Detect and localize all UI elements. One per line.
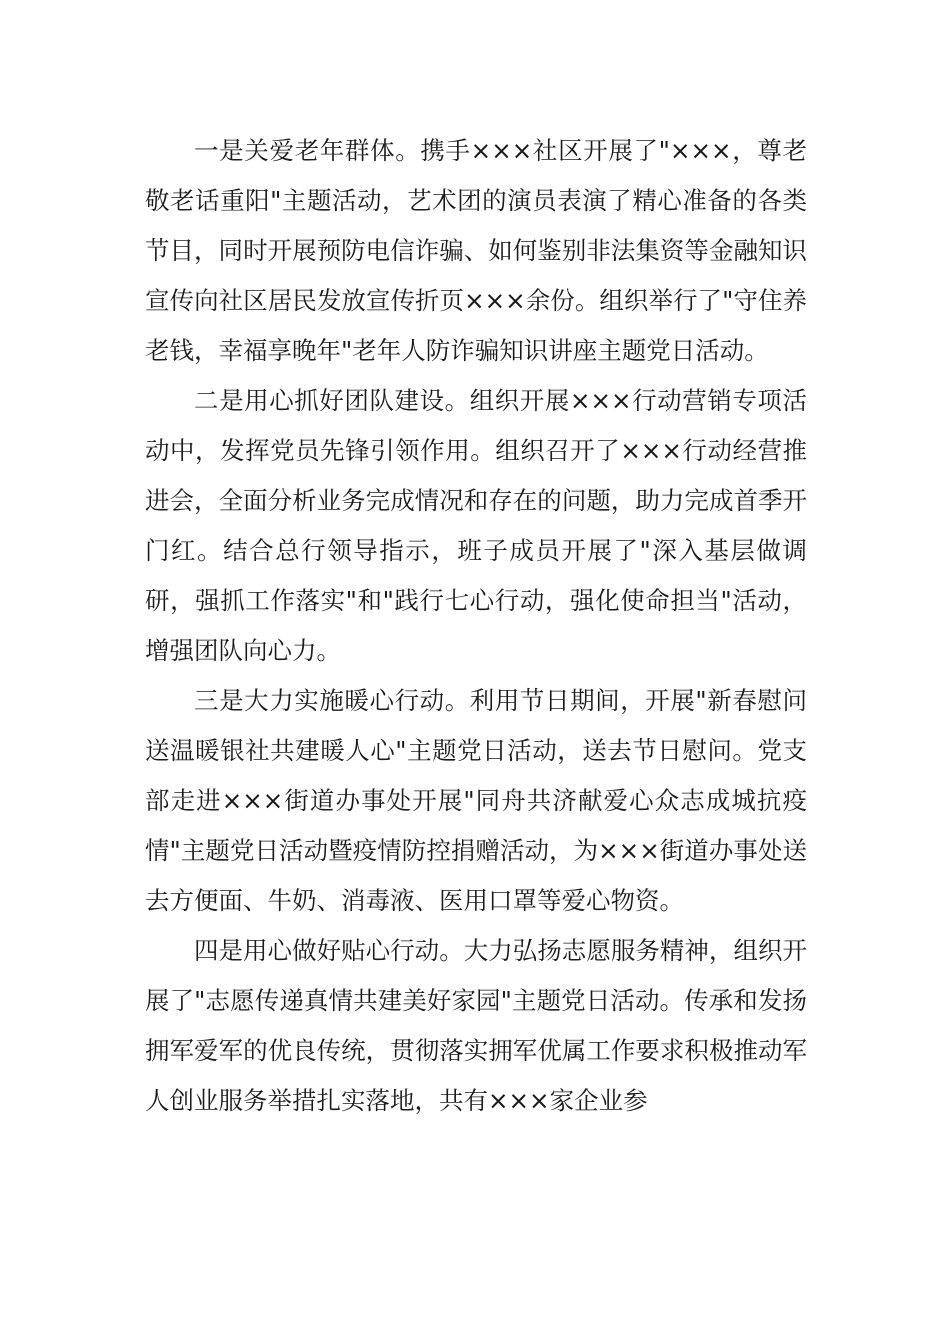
paragraph-warm-action: 三是大力实施暖心行动。利用节日期间，开展"新春慰问送温暖银社共建暖人心"主题党日活动，送去节日慰问。党支部走进×××街道办事处开展"同舟共济献爱心众志成城抗疫情"主题党日活动暨疫情防控捐赠活动，为×××街道办事处送去方便面、牛奶、消毒液、医用口罩等爱心物资。: [145, 686, 807, 915]
paragraph-caring-action: 四是用心做好贴心行动。大力弘扬志愿服务精神，组织开展了"志愿传递真情共建美好家园"主题党日活动。传承和发扬拥军爱军的优良传统，贯彻落实拥军优属工作要求积极推动军人创业服务举措扎实落地，共有×××家企业参: [145, 936, 807, 1115]
paragraph-team-building: 二是用心抓好团队建设。组织开展×××行动营销专项活动中，发挥党员先锋引领作用。组织召开了×××行动经营推进会，全面分析业务完成情况和存在的问题，助力完成首季开门红。结合总行领导指示，班子成员开展了"深入基层做调研，强抓工作落实"和"践行七心行动，强化使命担当"活动，增强团队向心力。: [145, 386, 807, 665]
document-body: [145, 126, 807, 1126]
paragraph-elderly-care: 一是关爱老年群体。携手×××社区开展了"×××，尊老敬老话重阳"主题活动，艺术团的演员表演了精心准备的各类节目，同时开展预防电信诈骗、如何鉴别非法集资等金融知识宣传向社区居民发放宣传折页×××余份。组织举行了"守住养老钱，幸福享晚年"老年人防诈骗知识讲座主题党日活动。: [145, 136, 807, 365]
